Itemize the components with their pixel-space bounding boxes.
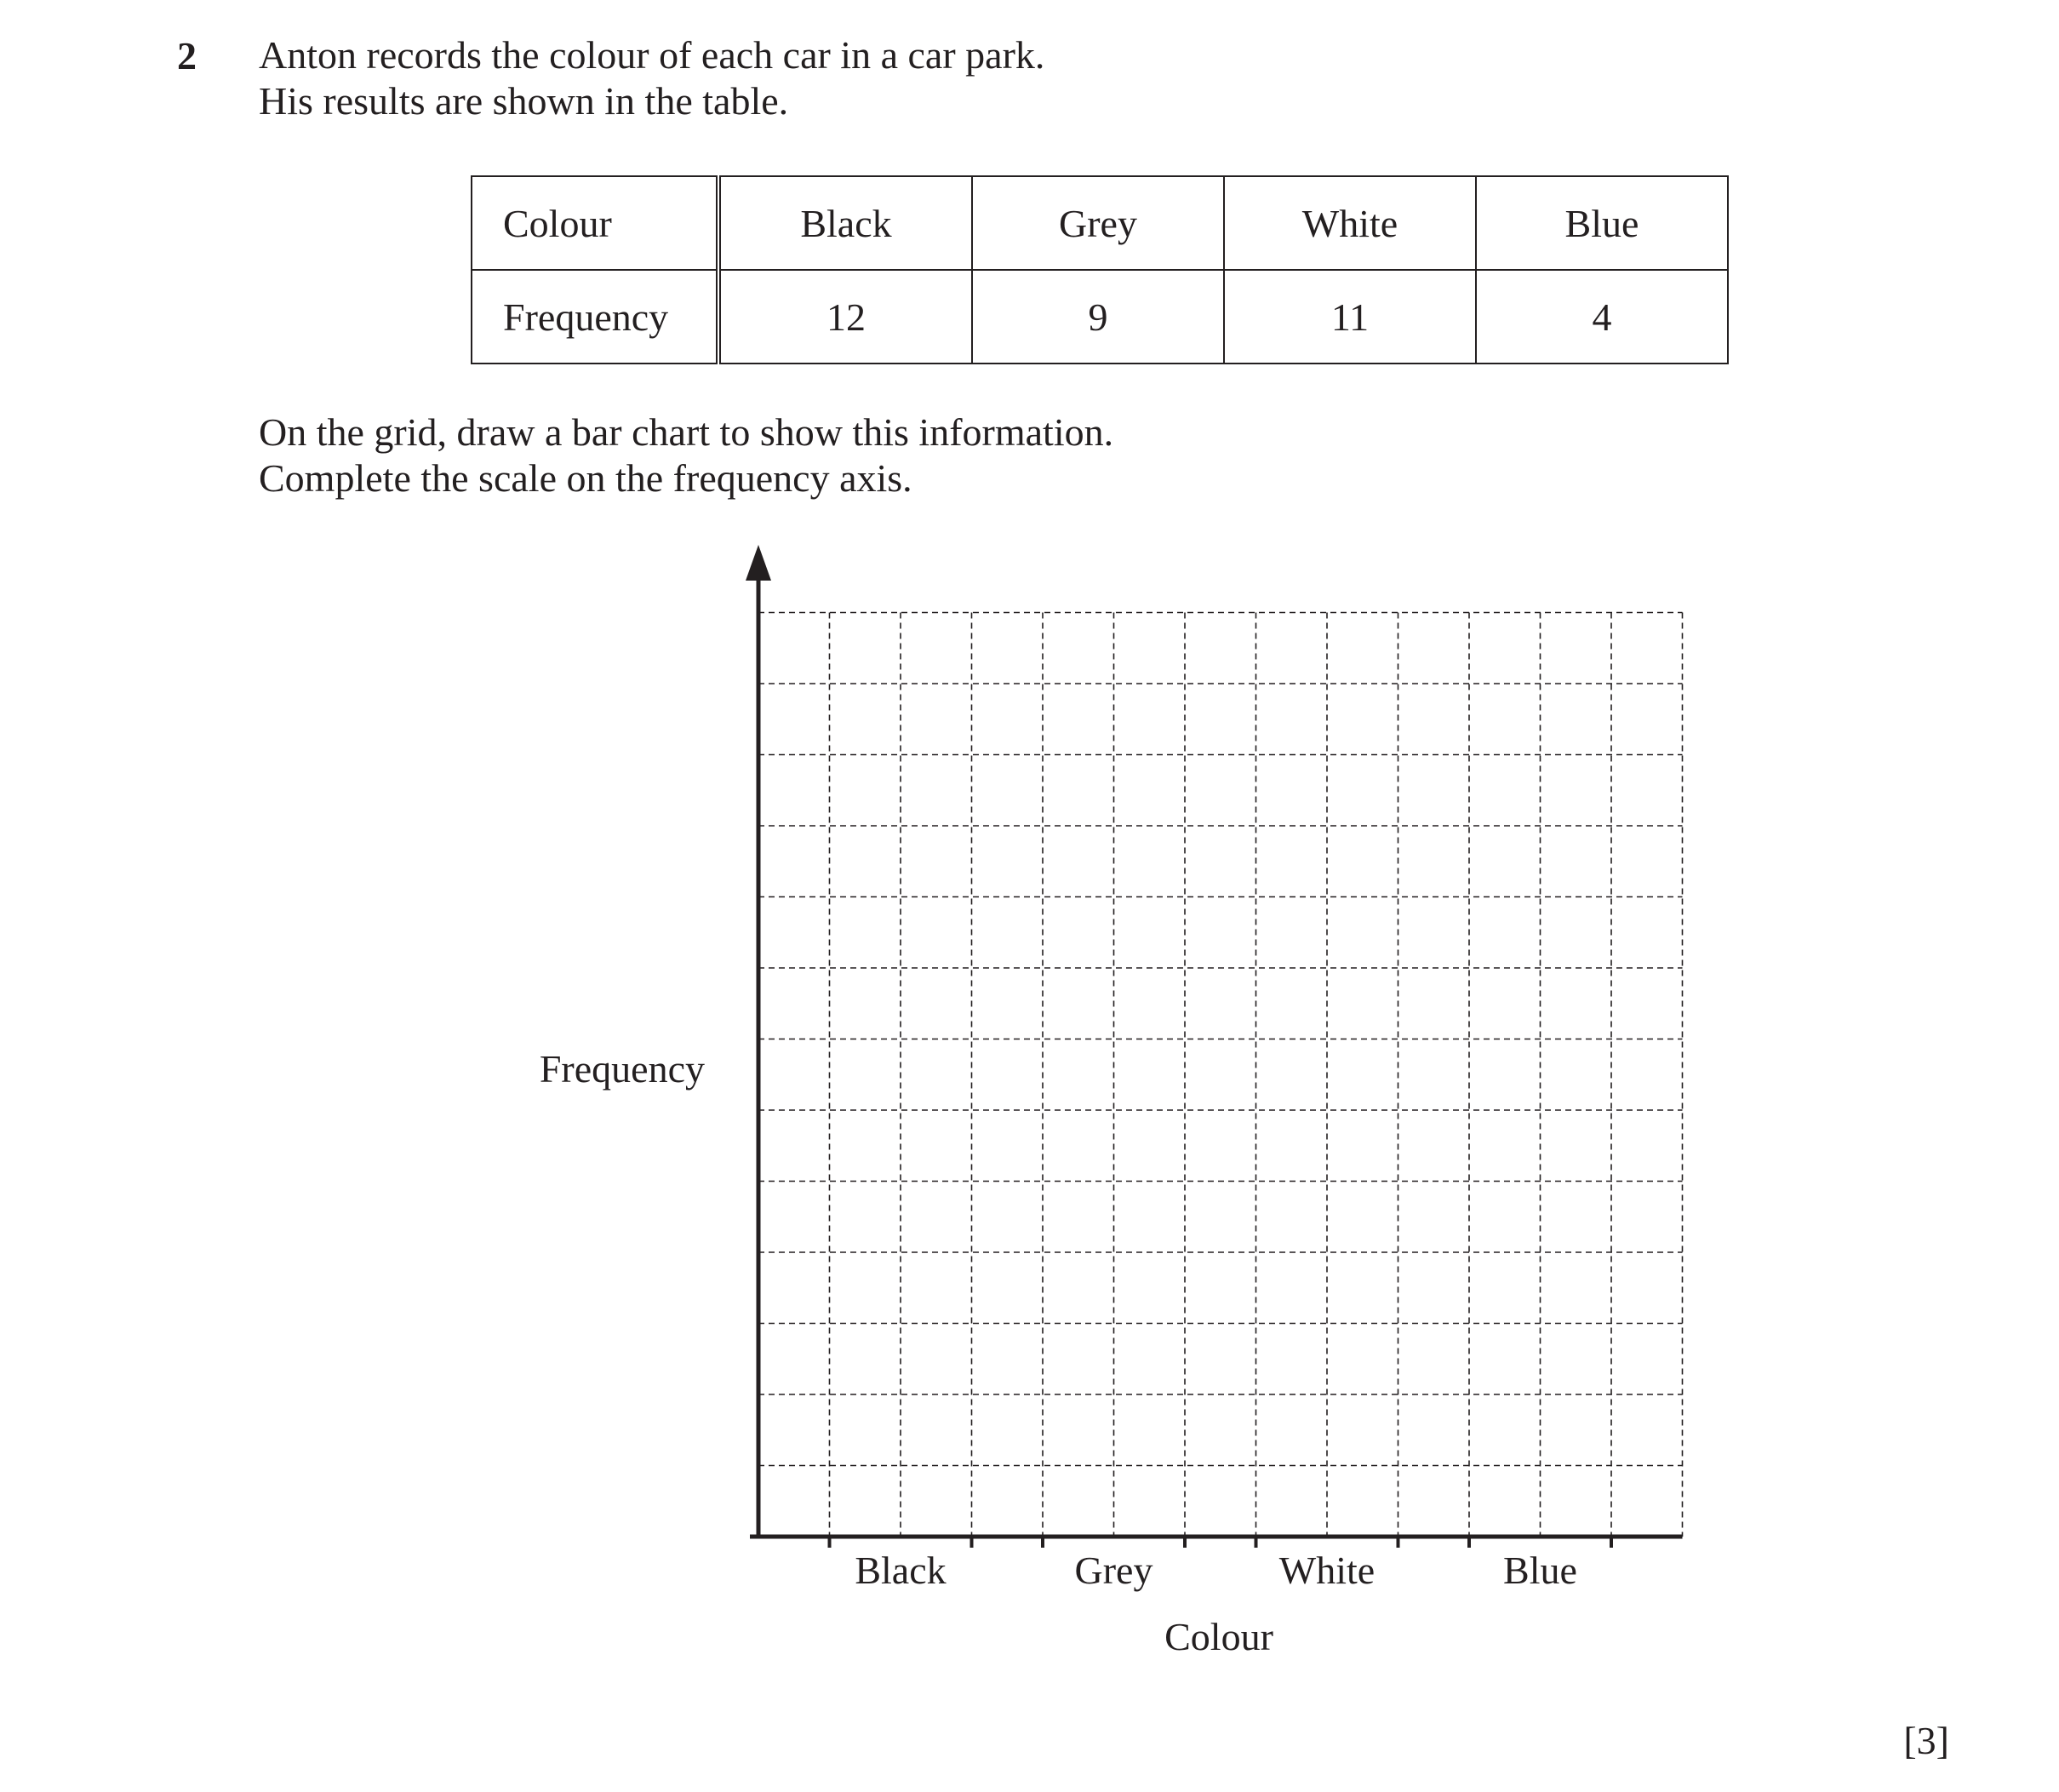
- x-axis-label: Colour: [1164, 1615, 1273, 1658]
- table-cell-frequency-grey: 9: [972, 270, 1224, 364]
- table-cell-frequency-white: 11: [1224, 270, 1476, 364]
- table-header-frequency: Frequency: [472, 270, 718, 364]
- table-cell-colour-grey: Grey: [972, 176, 1224, 270]
- y-axis-label: Frequency: [539, 1047, 705, 1091]
- instruction-line-1: On the grid, draw a bar chart to show this information.: [259, 410, 1114, 454]
- instruction-line-2: Complete the scale on the frequency axis.: [259, 456, 912, 500]
- table-cell-colour-white: White: [1224, 176, 1476, 270]
- table-cell-frequency-blue: 4: [1476, 270, 1728, 364]
- question-number: 2: [177, 34, 197, 77]
- table-cell-colour-blue: Blue: [1476, 176, 1728, 270]
- marks-label: [3]: [1903, 1719, 1949, 1762]
- table-cell-colour-black: Black: [718, 176, 972, 270]
- y-axis-arrowhead: [746, 545, 771, 581]
- grid-lines: [758, 613, 1683, 1537]
- table-header-colour: Colour: [472, 176, 718, 270]
- x-axis-category-label-grey: Grey: [1074, 1549, 1153, 1592]
- table-cell-frequency-black: 12: [718, 270, 972, 364]
- x-axis-category-labels: [855, 1549, 1577, 1592]
- chart-axes: [746, 545, 1683, 1538]
- intro-line-1: Anton records the colour of each car in a car park.: [259, 33, 1045, 77]
- x-axis-category-label-white: White: [1278, 1549, 1376, 1592]
- x-axis-category-label-black: Black: [855, 1549, 947, 1592]
- intro-line-2: His results are shown in the table.: [259, 79, 789, 123]
- x-axis-category-label-blue: Blue: [1503, 1549, 1577, 1592]
